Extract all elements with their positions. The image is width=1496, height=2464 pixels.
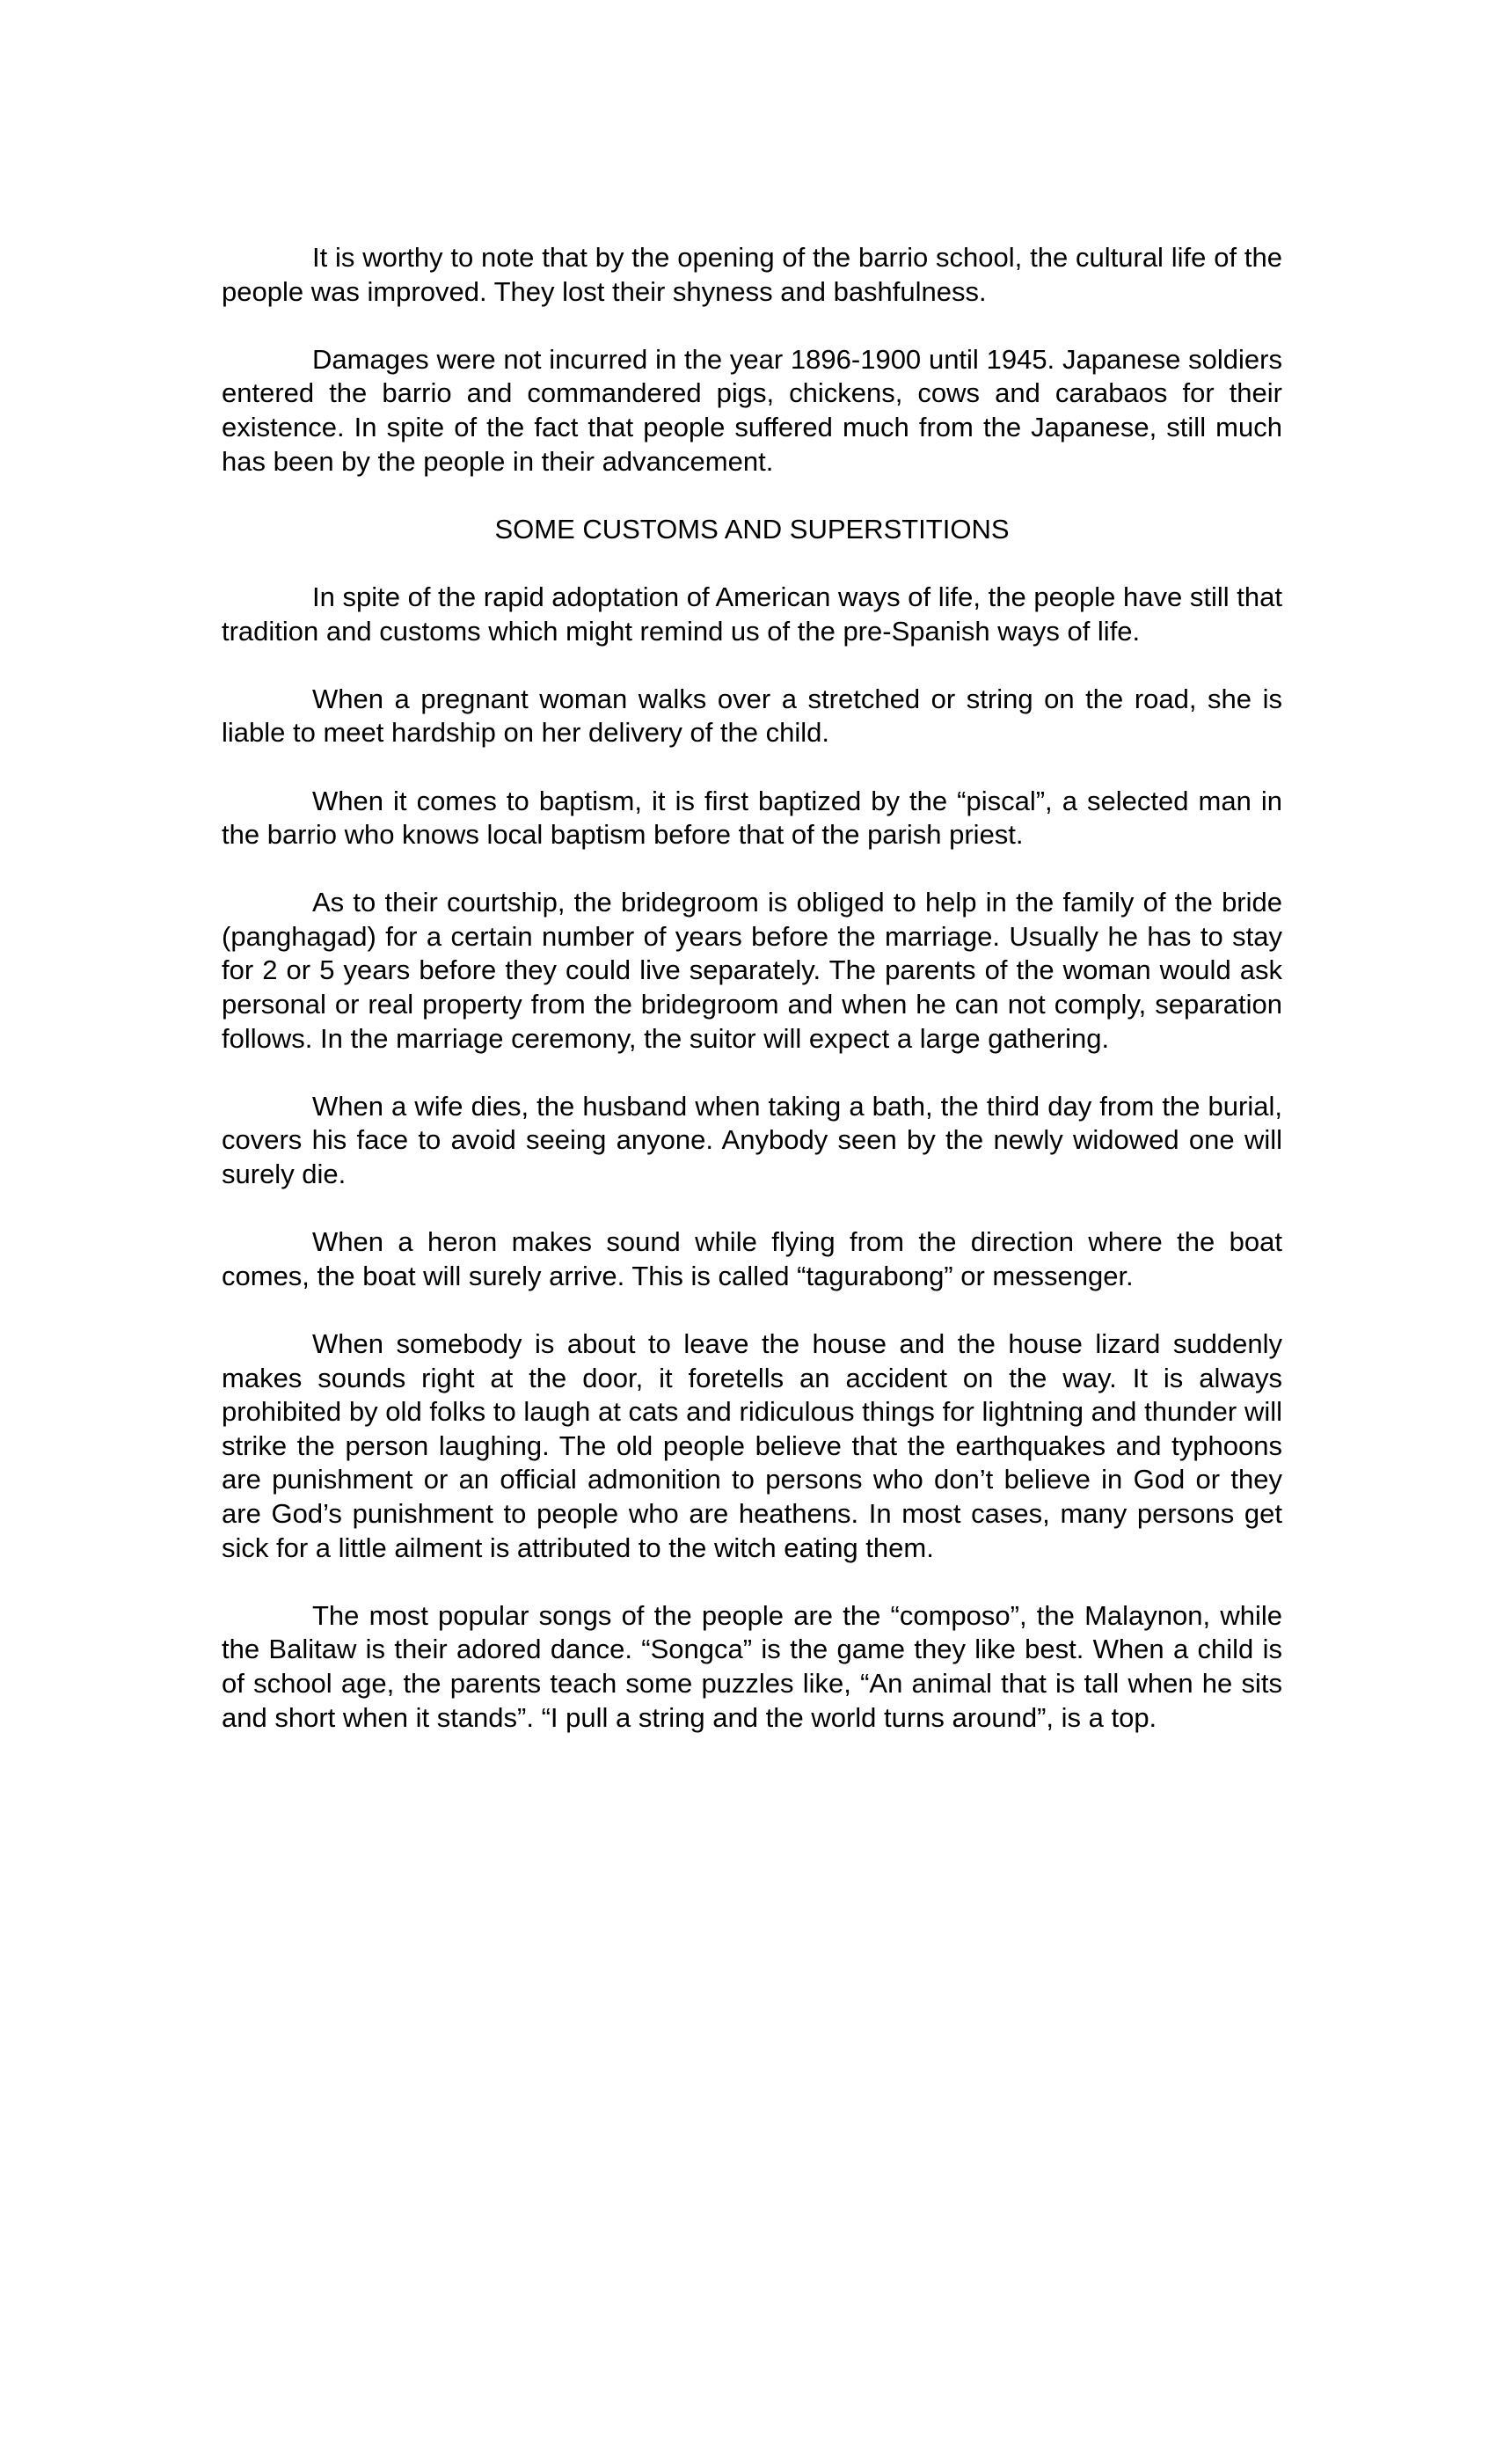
paragraph-heron: When a heron makes sound while flying from the direction where the boat comes, the boat will surely arrive. This is called “tagurabong” or messenger. bbox=[222, 1226, 1282, 1291]
paragraph-baptism: When it comes to baptism, it is first baptized by the “piscal”, a selected man in the barrio who knows local baptism before that of the parish priest. bbox=[222, 785, 1282, 851]
section-heading: SOME CUSTOMS AND SUPERSTITIONS bbox=[494, 513, 1010, 545]
page-body bbox=[222, 241, 1282, 1769]
paragraph-superstitions: When somebody is about to leave the house and the house lizard suddenly makes sounds right at the door, it foretells an accident on the way. It is always prohibited by old folks to laugh at cats and ridiculous things for lightning and thunder will strike the person laughing. The old people believe that the earthquakes and typhoons are punishment or an official admonition to persons who don’t believe in God or they are God’s punishment to people who are heathens. In most cases, many persons get sick for a little ailment is attributed to the witch eating them. bbox=[222, 1328, 1282, 1563]
paragraph-songs-games: The most popular songs of the people are the “composo”, the Malaynon, while the Balitaw is their adored dance. “Songca” is the game they like best. When a child is of school age, the parents teach some puzzles like, “An animal that is tall when he sits and short when it stands”. “I pull a string and the world turns around”, is a top. bbox=[222, 1599, 1282, 1733]
paragraph-school-culture: It is worthy to note that by the opening of the barrio school, the cultural life of the people was improved. They lost their shyness and bashfulness. bbox=[222, 242, 1282, 307]
paragraph-war-damages: Damages were not incurred in the year 1896-1900 until 1945. Japanese soldiers entered the barrio and commandered pigs, chickens, cows and carabaos for their existence. In spite of the fact that people suffered much from the Japanese, still much has been by the people in their advancement. bbox=[222, 343, 1282, 477]
paragraph-courtship: As to their courtship, the bridegroom is obliged to help in the family of the bride (panghagad) for a certain number of years before the marriage. Usually he has to stay for 2 or 5 years before they could live separately. The parents of the woman would ask personal or real property from the bridegroom and when he can not comply, separation follows. In the marriage ceremony, the suitor will expect a large gathering. bbox=[222, 887, 1282, 1054]
paragraph-wife-dies: When a wife dies, the husband when taking a bath, the third day from the burial, covers his face to avoid seeing anyone. Anybody seen by the newly widowed one will surely die. bbox=[222, 1090, 1282, 1190]
paragraph-pregnant-woman: When a pregnant woman walks over a stretched or string on the road, she is liable to meet hardship on her delivery of the child. bbox=[222, 683, 1282, 749]
paragraph-traditions: In spite of the rapid adoptation of American ways of life, the people have still that tradition and customs which might remind us of the pre-Spanish ways of life. bbox=[222, 581, 1282, 647]
